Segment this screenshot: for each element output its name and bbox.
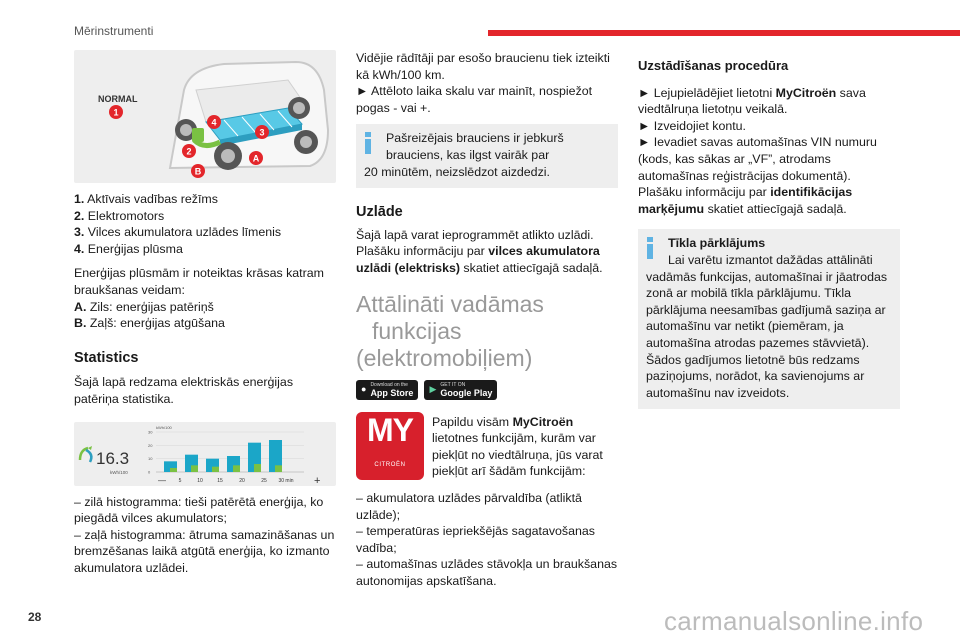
flow-item: B. Zaļš: enerģijas atgūšana [74,316,225,331]
google-play-icon: ▶ [429,384,437,395]
marker-2 [182,144,196,158]
mycitroen-logo: MY CITROËN [356,412,424,480]
marker-4 [207,115,221,129]
info-box-network-coverage: Tīkla pārklājums Lai varētu izmantot dažādas attālināti vadāmās funkcijas, automašīnai ir jāatrodas zonā ar mobilā tīkla pārklājumu. Tīkla pārklājuma neesamības gadījumā saziņa ar automašīnu var netikt (piemēram, ja automašīna atrodas pazemes stāvvietā). Šādos gadījumos lietotnē būs redzams paziņojums, norādot, ka savienojums ar automašīnu nav izveidots. [638,229,900,409]
legend-item: 1. Aktīvais vadības režīms [74,192,218,206]
svg-text:1: 1 [113,107,119,118]
x-tick-label: 10 [197,477,203,484]
statistics-text: Šajā lapā redzama elektriskās enerģijas patēriņa statistika. [74,375,294,406]
note-green: – zaļā histogramma: ātruma samazināšanas un bremzēšanas laikā atgūtā enerģija, ko izmanto akumulatora uzlādei. [74,527,335,575]
column-2 [356,50,618,589]
apple-icon: ● [361,384,367,395]
column-3 [638,50,900,409]
setup-step-1: ► Lejupielādējiet lietotni MyCitroën sava viedtālruņa lietotņu veikalā. [638,85,866,117]
bars-group [164,440,282,472]
statistics-screen [74,422,336,486]
consumption-value: 16.3 [96,448,130,468]
feature-item: – automašīnas uzlādes stāvokļa un braukšanas autonomijas apskatīšana. [356,557,618,588]
feature-list [356,490,618,590]
header-title: Mērinstrumenti [74,24,154,38]
x-tick-label: 15 [217,477,223,484]
column-1 [74,50,336,577]
page-number: 28 [28,610,42,624]
axis-unit: kWh/100 [156,424,172,430]
charging-heading: Uzlāde [356,204,403,221]
rear-wheel-icon [288,97,310,119]
setup-step-2: ► Izveidojiet kontu. [638,118,747,133]
watermark: carmanualsonline.info [664,606,924,636]
bar-green [170,468,177,472]
y-tick-label: 10 [148,455,153,461]
note-blue: – zilā histogramma: tieši patērētā enerģija, ko piegādā vilces akumulators; [74,494,324,526]
feature-item: – akumulatora uzlādes pārvaldība (atliktā uzlāde); [356,490,582,522]
x-tick-label: 25 [261,477,267,484]
flow-list [74,299,336,332]
consumption-unit: kWh/100 [110,469,128,475]
average-text: Vidējie rādītāji par esošo braucienu tiek izteikti kā kWh/100 km. [356,51,610,82]
mycitroen-text: Papildu visām MyCitroën lietotnes funkcijām, kurām var piekļūt no viedtālruņa, jūs varat piekļūt arī šādām funkcijām: [432,414,603,479]
car-energy-diagram [74,50,336,183]
statistics-heading: Statistics [74,349,139,366]
header-accent-bar [488,30,960,36]
x-axis [179,478,294,484]
section-title: Attālināti vadāmas funkcijas (elektromobiļiem) [356,290,544,371]
bar-green [191,465,198,472]
x-tick-label: 5 [178,477,182,484]
marker-a [249,151,263,165]
svg-text:2: 2 [186,146,192,157]
statistics-chart-svg [74,422,336,486]
legend-list [74,191,336,257]
legend-item: 2. Elektromotors [74,208,165,223]
x-tick-label: 20 [239,477,245,484]
electric-motor-icon [192,128,204,142]
svg-text:4: 4 [211,117,217,128]
rear-wheel-right-icon [294,130,318,154]
time-scale-text: ► Attēloto laika skalu var mainīt, nospiežot pogas - vai +. [356,84,593,115]
mode-label: NORMAL [98,94,138,104]
y-tick-label: 0 [148,469,151,475]
app-store-badge[interactable]: ● Download on the App Store [356,380,418,400]
mycitroen-intro [356,412,618,480]
zoom-out-button[interactable]: — [158,475,166,485]
bar-green [233,465,240,472]
flow-intro: Enerģijas plūsmām ir noteiktas krāsas katram braukšanas veidam: [74,266,324,297]
bar-green [212,466,219,471]
front-wheel-right-icon [214,142,242,170]
car-diagram-svg [74,50,336,183]
eco-plug-icon [80,446,92,462]
x-tick-label: 30 min [278,477,294,484]
svg-text:B: B [194,166,202,177]
setup-heading: Uzstādīšanas procedūra [638,58,789,73]
svg-text:3: 3 [259,127,265,138]
y-tick-label: 20 [148,442,153,448]
store-badges [356,380,618,400]
svg-text:A: A [252,153,260,164]
flow-item: A. Zils: enerģijas patēriņš [74,299,214,314]
info-icon [364,132,372,154]
info-icon [646,237,654,259]
bar-green [254,464,261,472]
marker-3 [255,125,269,139]
google-play-badge[interactable]: ▶ GET IT ON Google Play [424,380,497,400]
charging-text: Šajā lapā varat ieprogrammēt atlikto uzlādi. Plašāku informāciju par vilces akumulatora uzlādi (elektrisks) skatiet attiecīgajā sadaļā. [356,227,603,275]
marker-b [191,164,205,178]
zoom-in-button[interactable]: + [314,474,321,486]
info-box-current-trip: Pašreizējais brauciens ir jebkurš brauciens, kas ilgst vairāk par 20 minūtēm, neizslēdzot aizdedzi. [356,124,618,188]
bar-green [275,465,282,472]
setup-step-3: ► Ievadiet savas automašīnas VIN numuru (kods, kas sākas ar „VF”, atrodams automašīnas reģistrācijas dokumentā). [638,135,877,183]
setup-more-info: Plašāku informāciju par identifikācijas marķējumu skatiet attiecīgajā sadaļā. [638,185,853,216]
legend-item: 3. Vilces akumulatora uzlādes līmenis [74,225,282,240]
legend-item: 4. Enerģijas plūsma [74,241,183,256]
feature-item: – temperatūras iepriekšējās sagatavošanas vadība; [356,524,595,555]
marker-1 [109,105,123,119]
y-tick-label: 30 [148,429,153,435]
